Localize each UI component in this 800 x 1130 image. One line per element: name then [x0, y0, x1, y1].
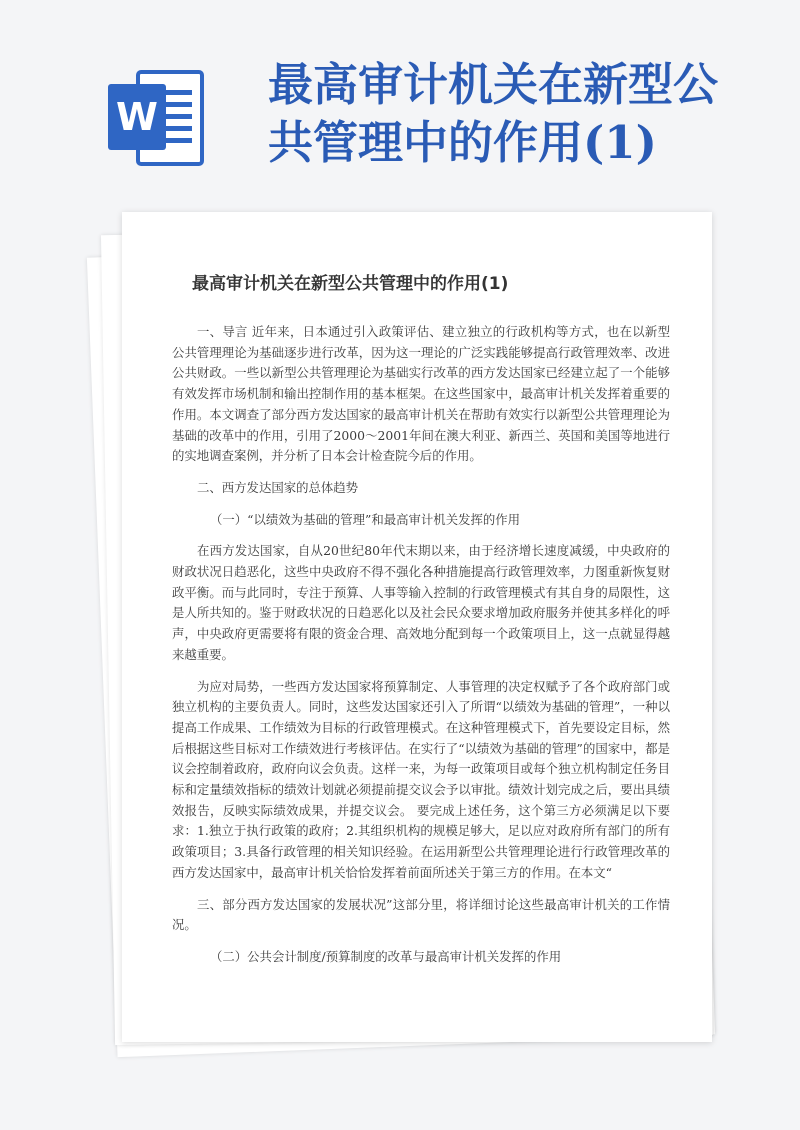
paragraph-background: 在西方发达国家，自从20世纪80年代末期以来，由于经济增长速度减缓，中央政府的财政状况日趋恶化，这些中央政府不得不强化各种措施提高行政管理效率，力图重新恢复财政平衡。而与此同时，专注于预算、人事等输入控制的行政管理模式有其自身的局限性，这是人所共知的。鉴于财政状况的日趋恶化以及社会民众要求增加政府服务并使其多样化的呼声，中央政府更需要将有限的资金合理、高效地分配到每一个政策项目上，这一点就显得越来越重要。 — [172, 543, 670, 662]
word-icon-letter: W — [116, 95, 158, 139]
word-document-icon — [104, 66, 208, 170]
paragraph-section-3: 三、部分西方发达国家的发展状况”这部分里，将详细讨论这些最高审计机关的工作情况。 — [172, 896, 670, 933]
page-title — [268, 56, 728, 172]
paragraph-response: 为应对局势，一些西方发达国家将预算制定、人事管理的决定权赋予了各个政府部门或独立机构的主要负责人。同时，这些发达国家还引入了所谓“以绩效为基础的管理”，一种以提高工作成果、工作绩效为目标的行政管理模式。在这种管理模式下，首先要设定目标，然后根据这些目标对工作绩效进行考核评估。在实行了“以绩效为基础的管理”的国家中，都是议会控制着政府，政府向议会负责。这样一来，为每一政策项目或每个独立机构制定任务目标和定量绩效指标的绩效计划就必须提前提交议会予以审批。绩效计划完成之后，要出具绩效报告，反映实际绩效成果，并提交议会。 要完成上述任务，这个第三方必须满足以下要求：1.独立于执行政策的政府；2.其组织机构的规模足够大，足以应对政府所有部门的所有政策项目；3.具备行政管理的相关知识经验。在运用新型公共管理理论进行行政管理改革的西方发达国家中，最高审计机关恰恰发挥着前面所述关于第三方的作用。在本文“ — [172, 678, 670, 880]
title-line-1: 最高审计机关在新型公 — [268, 58, 719, 111]
paragraph-intro: 一、导言 近年来，日本通过引入政策评估、建立独立的行政机构等方式，也在以新型公共管理理论为基础逐步进行改革，因为这一理论的广泛实践能够提高行政管理效率、改进公共财政。一些以新型公共管理理论为基础实行改革的西方发达国家已经建立起了一个能够有效发挥市场机制和输出控制作用的基本框架。在这些国家中，最高审计机关发挥着重要的作用。本文调查了部分西方发达国家的最高审计机关在帮助有效实行以新型公共管理理论为基础的改革中的作用，引用了2000～2001年间在澳大利亚、新西兰、英国和美国等地进行的实地调查案例，并分析了日本会计检查院今后的作用。 — [172, 324, 670, 464]
section-heading-2: 二、西方发达国家的总体趋势 — [197, 479, 359, 495]
document-title: 最高审计机关在新型公共管理中的作用(1) — [192, 274, 509, 294]
document-page — [122, 212, 712, 1042]
header — [0, 0, 800, 210]
document-body — [172, 272, 670, 979]
subsection-heading-1: （一）“以绩效为基础的管理”和最高审计机关发挥的作用 — [210, 511, 521, 527]
document-preview — [100, 212, 720, 1092]
subsection-heading-2: （二）公共会计制度/预算制度的改革与最高审计机关发挥的作用 — [210, 948, 562, 964]
title-line-2: 共管理中的作用(1) — [268, 116, 657, 169]
